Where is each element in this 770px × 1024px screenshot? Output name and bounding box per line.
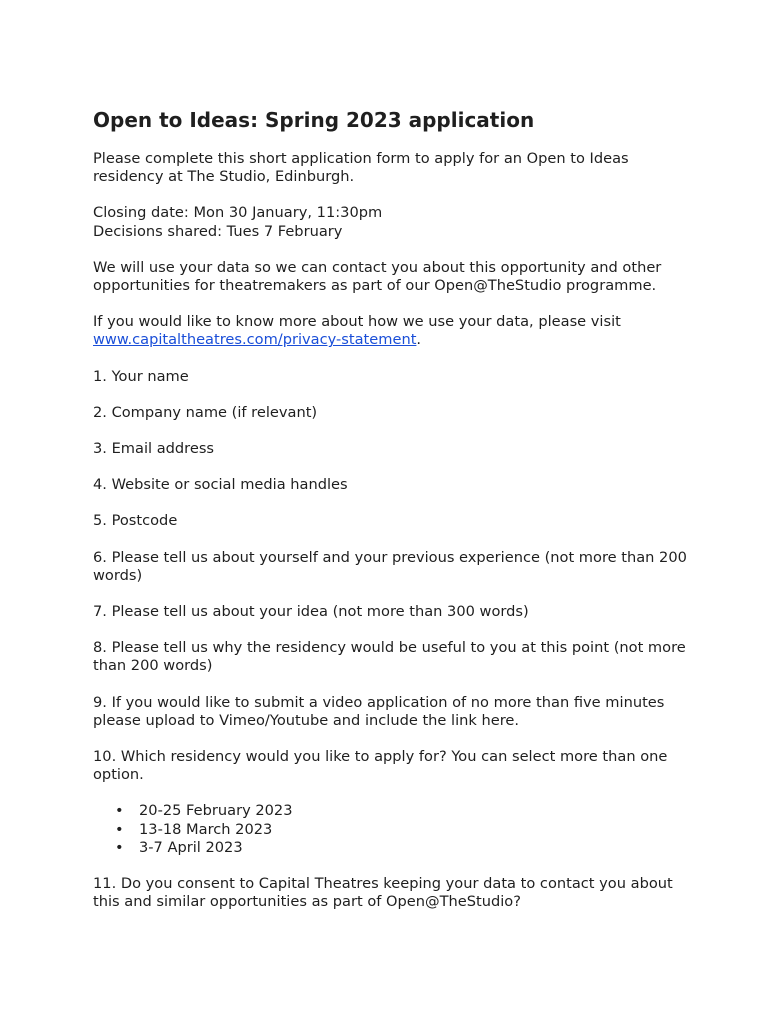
privacy-statement-link[interactable]: www.capitaltheatres.com/privacy-statement	[93, 331, 417, 349]
residency-option: • 13-18 March 2023	[139, 821, 693, 839]
data-use-paragraph: We will use your data so we can contact you about this opportunity and other opportunities for theatremakers as part of our Open@TheStudio programme.	[93, 258, 662, 295]
privacy-paragraph	[93, 313, 693, 349]
page-title: Open to Ideas: Spring 2023 application	[93, 108, 535, 132]
privacy-suffix: .	[416, 331, 422, 349]
privacy-prefix: If you would like to know more about how we use your data, please visit	[93, 313, 621, 331]
question-5: 5. Postcode	[93, 512, 178, 530]
question-3: 3. Email address	[93, 440, 215, 458]
residency-option: • 20-25 February 2023	[139, 802, 693, 820]
question-8: 8. Please tell us why the residency would be useful to you at this point (not more than 200 words)	[93, 639, 686, 675]
question-7: 7. Please tell us about your idea (not more than 300 words)	[93, 603, 529, 621]
document-page	[93, 106, 693, 929]
question-10: 10. Which residency would you like to apply for? You can select more than one option.	[93, 748, 668, 784]
closing-date: Closing date: Mon 30 January, 11:30pm	[93, 204, 383, 222]
question-11: 11. Do you consent to Capital Theatres keeping your data to contact you about this and similar opportunities as part of Open@TheStudio?	[93, 875, 673, 911]
question-6: 6. Please tell us about yourself and your previous experience (not more than 200 words)	[93, 548, 687, 584]
dates-paragraph	[93, 204, 693, 240]
residency-option: • 3-7 April 2023	[139, 839, 693, 857]
residency-options-list	[93, 802, 693, 857]
question-9: 9. If you would like to submit a video application of no more than five minutes please upload to Vimeo/Youtube and include the link here.	[93, 693, 665, 729]
question-4: 4. Website or social media handles	[93, 476, 348, 494]
question-1: 1. Your name	[93, 367, 189, 385]
question-2: 2. Company name (if relevant)	[93, 403, 318, 421]
decisions-date: Decisions shared: Tues 7 February	[93, 222, 343, 240]
intro-paragraph: Please complete this short application form to apply for an Open to Ideas residency at The Studio, Edinburgh.	[93, 150, 629, 186]
